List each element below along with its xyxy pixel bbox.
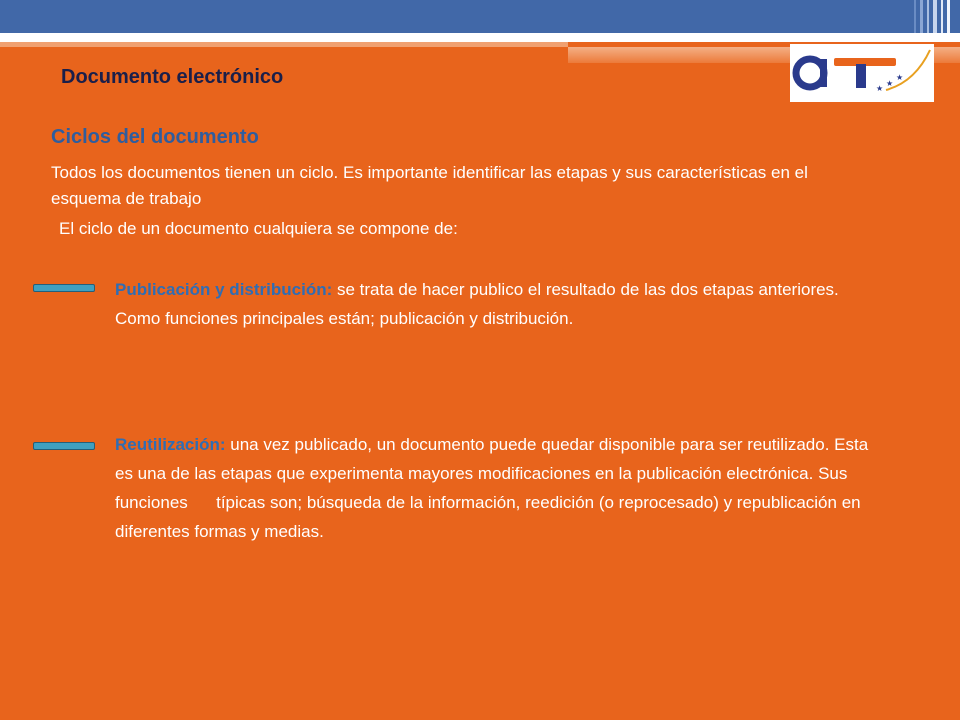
svg-text:★: ★: [896, 73, 904, 82]
bullet-marker: [33, 442, 95, 450]
list-item-term: Reutilización:: [115, 435, 226, 454]
decorative-stripes: [910, 0, 960, 33]
svg-text:★: ★: [886, 79, 894, 88]
header-divider: [0, 33, 960, 42]
list-item: [115, 430, 875, 546]
list-item-text: una vez publicado, un documento puede quedar disponible para ser reutilizado. Esta es una de las etapas que experimenta mayores modificaciones en la publicación electrónica. Sus funciones típicas son; búsqueda de la información, reedición (o reprocesado) y republicación en diferentes formas y medias.: [115, 435, 873, 541]
list-item: [115, 275, 875, 333]
top-banner: [0, 0, 960, 33]
logo-mark: [790, 44, 934, 102]
at-logo: [790, 44, 934, 102]
decorative-band: [0, 42, 568, 47]
list-item-text: se trata de hacer publico el resultado de las dos etapas anteriores. Como funciones principales están; publicación y distribución.: [115, 280, 839, 328]
intro-paragraph: Todos los documentos tienen un ciclo. Es importante identificar las etapas y sus características en el esquema de trabajo: [51, 163, 808, 208]
page-title: Documento electrónico: [61, 66, 284, 88]
intro-paragraph-2: El ciclo de un documento cualquiera se compone de:: [59, 219, 458, 238]
svg-text:★: ★: [876, 84, 884, 93]
list-item-term: Publicación y distribución:: [115, 280, 333, 299]
section-heading: Ciclos del documento: [51, 126, 259, 148]
bullet-marker: [33, 284, 95, 292]
